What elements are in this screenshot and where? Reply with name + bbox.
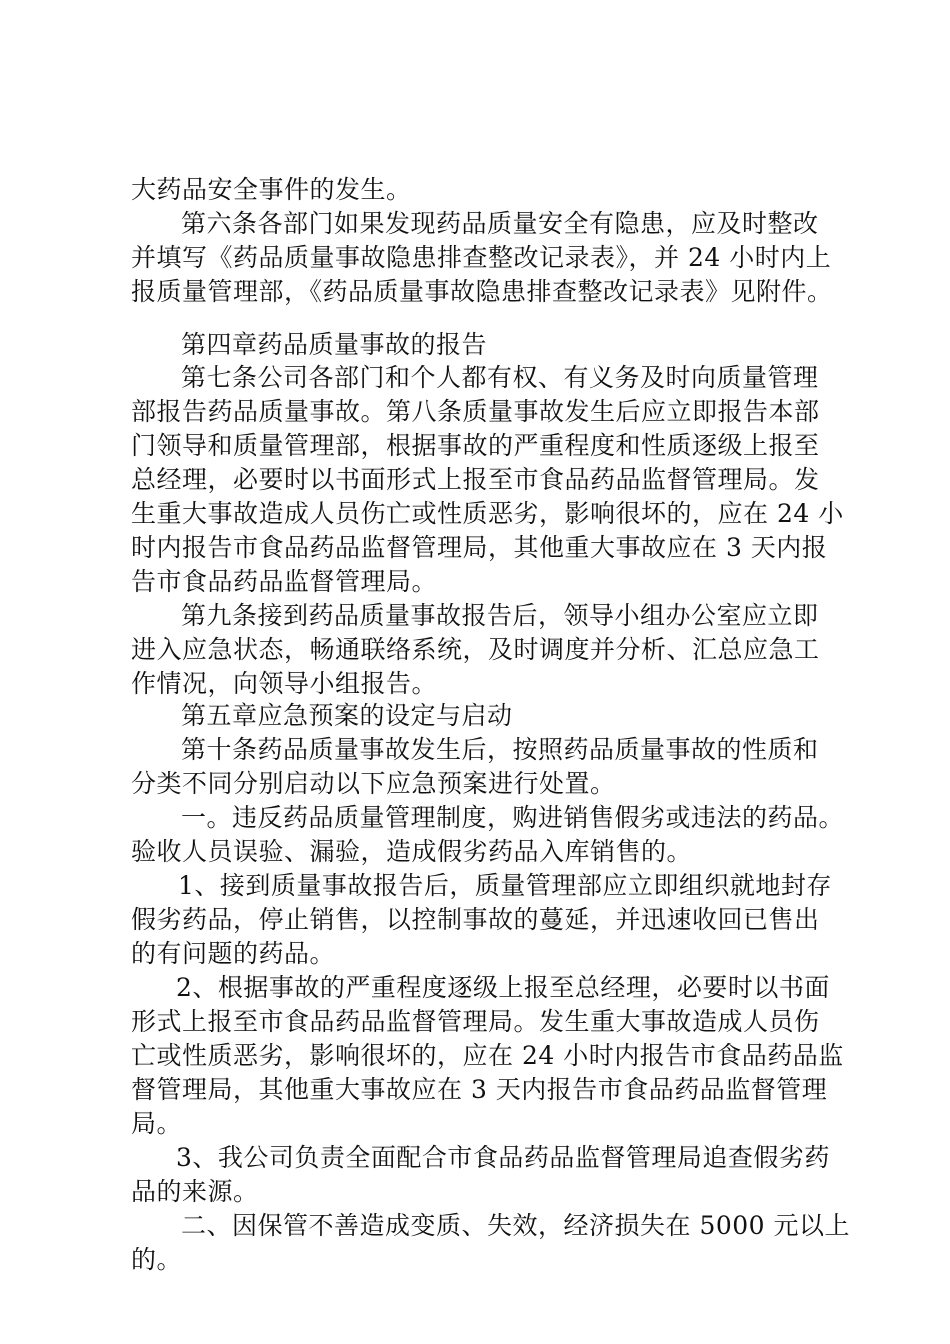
text-line: 告市食品药品监督管理局。 <box>131 567 438 596</box>
text-line: 生重大事故造成人员伤亡或性质恶劣，影响很坏的，应在 24 小 <box>131 499 844 528</box>
text-line: 第十条药品质量事故发生后，按照药品质量事故的性质和 <box>181 735 819 764</box>
text-line: 并填写《药品质量事故隐患排查整改记录表》，并 24 小时内上 <box>131 243 832 272</box>
text-line: 部报告药品质量事故。第八条质量事故发生后应立即报告本部 <box>131 397 820 426</box>
text-line: 督管理局，其他重大事故应在 3 天内报告市食品药品监督管理 <box>131 1075 828 1104</box>
text-line: 第九条接到药品质量事故报告后，领导小组办公室应立即 <box>181 601 819 630</box>
text-line: 作情况，向领导小组报告。 <box>131 669 438 698</box>
text-line: 二、因保管不善造成变质、失效，经济损失在 5000 元以上 <box>181 1211 851 1240</box>
text-line: 总经理，必要时以书面形式上报至市食品药品监督管理局。发 <box>131 465 820 494</box>
text-line: 假劣药品，停止销售，以控制事故的蔓延，并迅速收回已售出 <box>131 905 820 934</box>
text-line: 第六条各部门如果发现药品质量安全有隐患，应及时整改 <box>181 209 819 238</box>
text-line: 亡或性质恶劣，影响很坏的，应在 24 小时内报告市食品药品监 <box>131 1041 844 1070</box>
text-line: 3、我公司负责全面配合市食品药品监督管理局追查假劣药 <box>176 1143 830 1172</box>
text-line: 一。违反药品质量管理制度，购进销售假劣或违法的药品。 <box>181 803 845 832</box>
text-line: 门领导和质量管理部，根据事故的严重程度和性质逐级上报至 <box>131 431 820 460</box>
text-line: 第七条公司各部门和个人都有权、有义务及时向质量管理 <box>181 363 819 392</box>
section-heading: 第四章药品质量事故的报告 <box>181 330 488 359</box>
text-line: 品的来源。 <box>131 1177 259 1206</box>
text-line: 验收人员误验、漏验，造成假劣药品入库销售的。 <box>131 837 693 866</box>
text-line: 局。 <box>131 1109 183 1138</box>
text-line: 2、根据事故的严重程度逐级上报至总经理，必要时以书面 <box>176 973 830 1002</box>
text-line: 1、接到质量事故报告后，质量管理部应立即组织就地封存 <box>178 871 832 900</box>
text-line: 大药品安全事件的发生。 <box>131 175 412 204</box>
text-line: 的。 <box>131 1245 183 1274</box>
text-line: 形式上报至市食品药品监督管理局。发生重大事故造成人员伤 <box>131 1007 820 1036</box>
text-line: 时内报告市食品药品监督管理局，其他重大事故应在 3 天内报 <box>131 533 828 562</box>
text-line: 报质量管理部，《药品质量事故隐患排查整改记录表》见附件。 <box>131 277 833 306</box>
text-line: 的有问题的药品。 <box>131 939 336 968</box>
text-line: 分类不同分别启动以下应急预案进行处置。 <box>131 769 616 798</box>
text-line: 进入应急状态，畅通联络系统，及时调度并分析、汇总应急工 <box>131 635 820 664</box>
section-heading: 第五章应急预案的设定与启动 <box>181 701 513 730</box>
